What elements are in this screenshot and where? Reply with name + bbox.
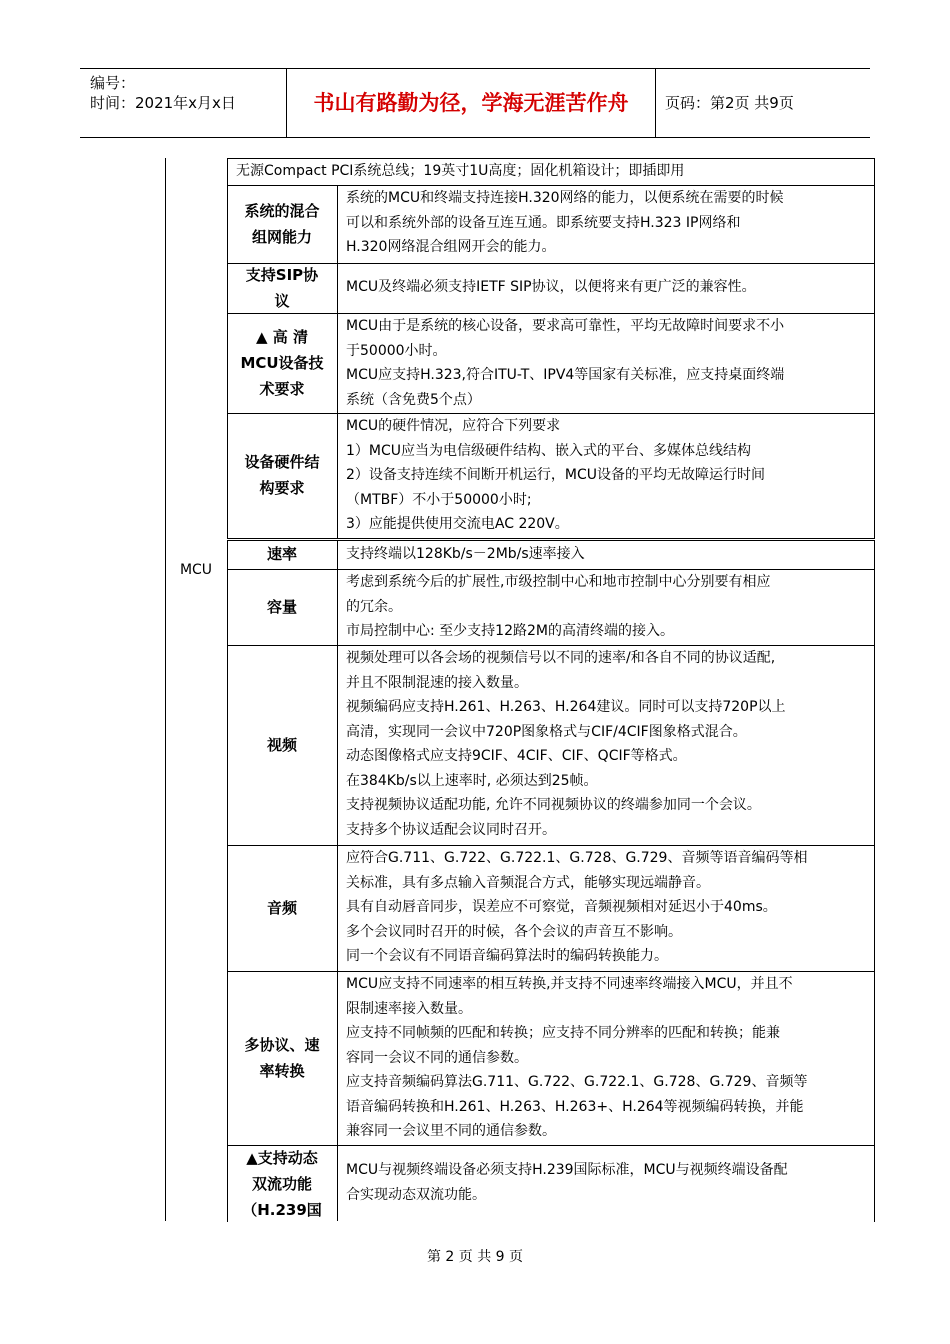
page-number: 页码：第2页 共9页	[665, 94, 794, 112]
row-label: 容量	[266, 597, 297, 616]
row-label: ▲ 高 清 MCU设备技 术要求	[240, 327, 324, 398]
row-content: 系统的MCU和终端支持连接H.320网络的能力，以便系统在需要的时候 可以和系统外部的设备互连互通。即系统要支持H.323 IP网络和 H.320网络混合组网开会的能力。	[346, 190, 784, 255]
row-label: 设备硬件结 构要求	[244, 453, 320, 497]
row-label: 多协议、速 率转换	[244, 1035, 320, 1080]
row-content: MCU与视频终端设备必须支持H.239国际标准，MCU与视频终端设备配 合实现动态双流功能。	[346, 1162, 788, 1203]
row-content: MCU由于是系统的核心设备，要求高可靠性，平均无故障时间要求不小 于50000小时。 MCU应支持H.323,符合ITU-T、IPV4等国家有关标准，应支持桌面终端 系统（含免费5个点）	[346, 318, 785, 408]
row-content: 考虑到系统今后的扩展性,市级控制中心和地市控制中心分别要有相应 的冗余。 市局控制中心: 至少支持12路2M的高清终端的接入。	[346, 574, 771, 639]
row-content: 支持终端以128Kb/s－2Mb/s速率接入	[346, 546, 585, 562]
row-label: 支持SIP协 议	[245, 265, 319, 310]
row-label: 速率	[266, 545, 297, 563]
header-meta	[80, 69, 286, 137]
row-label: 系统的混合 组网能力	[244, 201, 320, 246]
row-label: 音频	[266, 898, 297, 917]
header-motto: 书山有路勤为径，学海无涯苦作舟	[313, 91, 629, 115]
row-content: MCU应支持不同速率的相互转换,并支持不同速率终端接入MCU，并且不 限制速率接入数量。 应支持不同帧频的匹配和转换；应支持不同分辨率的匹配和转换；能兼 容同一会议不同的通信参数。 应支持音频编码算法G.711、G.722、G.722.1、G.728、G.729、音频等 语音编码转换和H.261、H.263、H.263+、H.264等视频编码转换，并能 兼容同一会议里不同的通信参数。	[346, 976, 808, 1139]
section-label: MCU	[179, 562, 213, 578]
row-content: 无源Compact PCI系统总线；19英寸1U高度；固化机箱设计；即插即用	[236, 163, 685, 179]
table-left-border	[165, 158, 166, 1221]
row-content: 应符合G.711、G.722、G.722.1、G.728、G.729、音频等语音编码等相 关标准，具有多点输入音频混合方式，能够实现远端静音。 具有自动唇音同步，误差应不可察觉，音频视频相对延迟小于40ms。 多个会议同时召开的时候，各个会议的声音互不影响。 同一个会议有不同语音编码算法时的编码转换能力。	[346, 850, 808, 964]
document-date: 时间：2021年x月x日	[90, 94, 236, 112]
document-number: 编号：	[90, 74, 136, 92]
page-footer: 第 2 页 共 9 页	[426, 1249, 524, 1265]
row-label: 视频	[266, 735, 297, 754]
row-content: MCU及终端必须支持IETF SIP协议，以便将来有更广泛的兼容性。	[346, 279, 756, 295]
row-content: 视频处理可以各会场的视频信号以不同的速率/和各自不同的协议适配, 并且不限制混速的接入数量。 视频编码应支持H.261、H.263、H.264建议。同时可以支持720P以上 高清，实现同一会议中720P图象格式与CIF/4CIF图象格式混合。 动态图像格式应支持9CIF、4CIF、CIF、QCIF等格式。 在384Kb/s以上速率时, 必须达到25帧。 支持视频协议适配功能, 允许不同视频协议的终端参加同一个会议。 支持多个协议适配会议同时召开。	[346, 650, 786, 838]
row-content: MCU的硬件情况，应符合下列要求 1）MCU应当为电信级硬件结构、嵌入式的平台、多媒体总线结构 2）设备支持连续不间断开机运行，MCU设备的平均无故障运行时间 （MTBF）不小于50000小时; 3）应能提供使用交流电AC 220V。	[346, 418, 766, 532]
page-header	[80, 68, 870, 138]
row-label: ▲支持动态 双流功能 （H.239国	[242, 1148, 322, 1219]
header-divider	[655, 69, 656, 137]
